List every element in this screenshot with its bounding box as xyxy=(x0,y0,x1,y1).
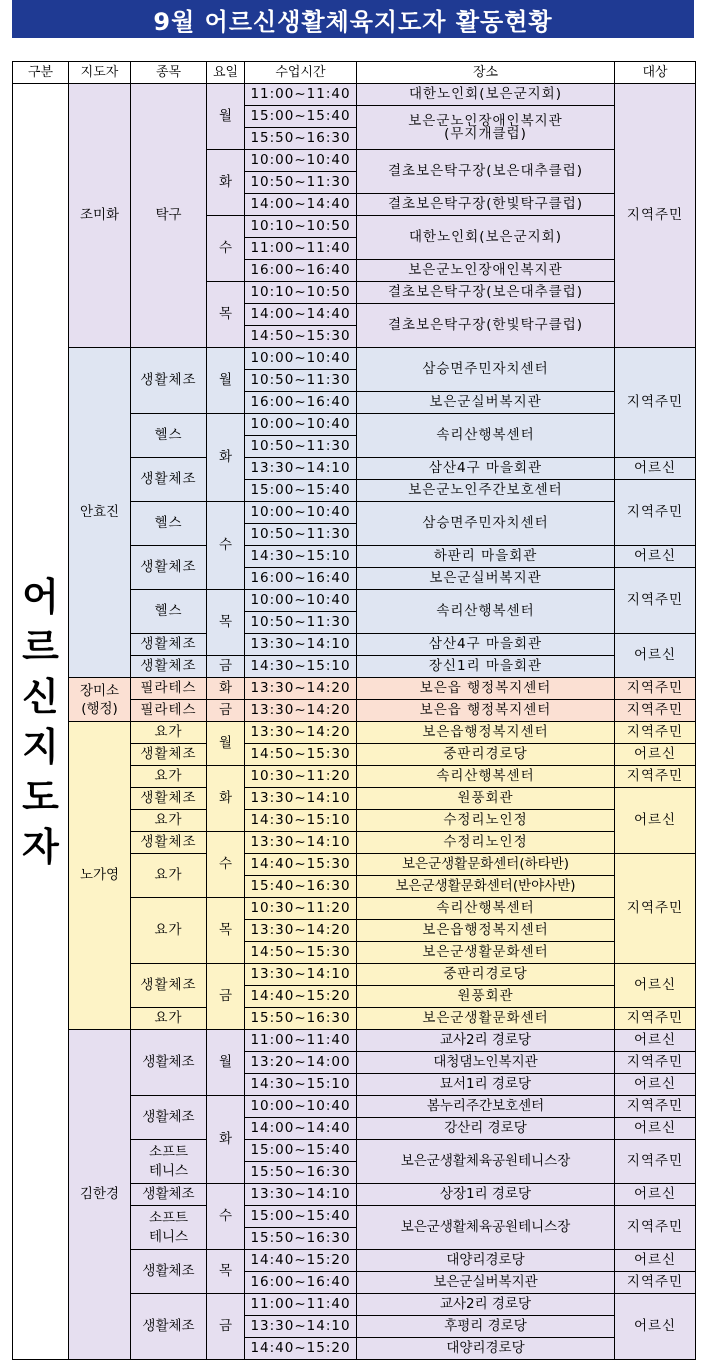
target-cell: 어르신 xyxy=(615,744,696,766)
place-cell: 보은읍행정복지센터 xyxy=(357,920,615,942)
time-cell: 16:00~16:40 xyxy=(245,568,357,590)
day-cell: 금 xyxy=(207,1294,245,1360)
place-cell: 원풍회관 xyxy=(357,986,615,1008)
place-cell: 보은군실버복지관 xyxy=(357,568,615,590)
time-cell: 10:50~11:30 xyxy=(245,370,357,392)
target-cell: 지역주민 xyxy=(615,678,696,700)
place-cell: 대한노인회(보은군지회) xyxy=(357,216,615,260)
place-cell: 상장1리 경로당 xyxy=(357,1184,615,1206)
time-cell: 10:50~11:30 xyxy=(245,612,357,634)
time-cell: 10:30~11:20 xyxy=(245,766,357,788)
sport-cell: 생활체조 xyxy=(131,1096,207,1140)
instructor-cell: 안효진 xyxy=(69,348,131,678)
place-cell: 보은군생활체육공원테니스장 xyxy=(357,1140,615,1184)
table-row xyxy=(13,678,696,700)
place-cell: 대양리경로당 xyxy=(357,1338,615,1360)
day-cell: 월 xyxy=(207,722,245,766)
sport-cell: 생활체조 xyxy=(131,1184,207,1206)
place-cell: 수정리노인정 xyxy=(357,810,615,832)
place-cell: 삼승면주민자치센터 xyxy=(357,348,615,392)
sport-cell: 헬스 xyxy=(131,590,207,634)
col-header-time: 수업시간 xyxy=(245,62,357,84)
activity-table-container xyxy=(12,61,696,1360)
sport-cell: 요가 xyxy=(131,854,207,898)
time-cell: 11:00~11:40 xyxy=(245,1294,357,1316)
place-cell: 대청댐노인복지관 xyxy=(357,1052,615,1074)
place-cell: 보은군생활문화센터 xyxy=(357,942,615,964)
day-cell: 목 xyxy=(207,1250,245,1294)
time-cell: 13:30~14:10 xyxy=(245,964,357,986)
time-cell: 10:00~10:40 xyxy=(245,502,357,524)
sport-cell: 생활체조 xyxy=(131,656,207,678)
sport-cell: 생활체조 xyxy=(131,1294,207,1360)
sport-cell: 요가 xyxy=(131,1008,207,1030)
time-cell: 13:30~14:10 xyxy=(245,788,357,810)
activity-table xyxy=(12,61,696,1360)
day-cell: 목 xyxy=(207,590,245,656)
target-cell: 지역주민 xyxy=(615,480,696,546)
day-cell: 목 xyxy=(207,898,245,964)
day-cell: 화 xyxy=(207,678,245,700)
target-cell: 지역주민 xyxy=(615,568,696,634)
place-cell: 삼승면주민자치센터 xyxy=(357,502,615,546)
time-cell: 15:50~16:30 xyxy=(245,128,357,150)
target-cell: 어르신 xyxy=(615,1118,696,1140)
sport-cell: 생활체조 xyxy=(131,348,207,414)
time-cell: 16:00~16:40 xyxy=(245,1272,357,1294)
place-cell: 보은군생활문화센터(반야사반) xyxy=(357,876,615,898)
sport-cell: 생활체조 xyxy=(131,744,207,766)
time-cell: 10:50~11:30 xyxy=(245,524,357,546)
col-header-day: 요일 xyxy=(207,62,245,84)
day-cell: 월 xyxy=(207,348,245,414)
target-cell: 어르신 xyxy=(615,1030,696,1052)
time-cell: 13:20~14:00 xyxy=(245,1052,357,1074)
sport-cell: 헬스 xyxy=(131,502,207,546)
time-cell: 15:50~16:30 xyxy=(245,1162,357,1184)
place-cell: 보은군실버복지관 xyxy=(357,1272,615,1294)
target-cell: 지역주민 xyxy=(615,854,696,964)
place-cell: 삼산4구 마을회관 xyxy=(357,634,615,656)
time-cell: 16:00~16:40 xyxy=(245,260,357,282)
time-cell: 10:10~10:50 xyxy=(245,282,357,304)
time-cell: 15:00~15:40 xyxy=(245,1140,357,1162)
time-cell: 13:30~14:10 xyxy=(245,458,357,480)
target-cell: 지역주민 xyxy=(615,1140,696,1184)
time-cell: 14:50~15:30 xyxy=(245,326,357,348)
place-cell: 수정리노인정 xyxy=(357,832,615,854)
col-header-place: 장소 xyxy=(357,62,615,84)
target-cell: 지역주민 xyxy=(615,1206,696,1250)
sport-cell: 탁구 xyxy=(131,84,207,348)
sport-cell: 소프트 테니스 xyxy=(131,1206,207,1250)
time-cell: 11:00~11:40 xyxy=(245,1030,357,1052)
target-cell: 지역주민 xyxy=(615,722,696,744)
sport-cell: 필라테스 xyxy=(131,700,207,722)
time-cell: 13:30~14:10 xyxy=(245,1316,357,1338)
col-header-category: 구분 xyxy=(13,62,69,84)
sport-cell: 요가 xyxy=(131,898,207,964)
sport-cell: 헬스 xyxy=(131,414,207,458)
place-cell: 결초보은탁구장(보은대추클럽) xyxy=(357,150,615,194)
target-cell: 어르신 xyxy=(615,634,696,678)
time-cell: 14:40~15:20 xyxy=(245,1250,357,1272)
target-cell: 지역주민 xyxy=(615,700,696,722)
target-cell: 어르신 xyxy=(615,1250,696,1272)
place-cell: 중판리경로당 xyxy=(357,744,615,766)
target-cell: 어르신 xyxy=(615,964,696,1008)
time-cell: 14:00~14:40 xyxy=(245,194,357,216)
time-cell: 10:50~11:30 xyxy=(245,172,357,194)
time-cell: 14:00~14:40 xyxy=(245,304,357,326)
sport-cell: 생활체조 xyxy=(131,546,207,590)
place-cell: 보은군생활문화센터(하타반) xyxy=(357,854,615,876)
time-cell: 10:00~10:40 xyxy=(245,150,357,172)
time-cell: 11:00~11:40 xyxy=(245,84,357,106)
header-row xyxy=(13,62,696,84)
place-cell: 후평리 경로당 xyxy=(357,1316,615,1338)
place-cell: 보은군노인장애인복지관 xyxy=(357,260,615,282)
place-cell: 교사2리 경로당 xyxy=(357,1294,615,1316)
place-cell: 원풍회관 xyxy=(357,788,615,810)
place-cell: 속리산행복센터 xyxy=(357,766,615,788)
target-cell: 지역주민 xyxy=(615,766,696,788)
time-cell: 10:10~10:50 xyxy=(245,216,357,238)
sport-cell: 생활체조 xyxy=(131,1030,207,1096)
time-cell: 14:30~15:10 xyxy=(245,1074,357,1096)
time-cell: 13:30~14:10 xyxy=(245,1184,357,1206)
place-cell: 보은군실버복지관 xyxy=(357,392,615,414)
place-cell: 속리산행복센터 xyxy=(357,414,615,458)
time-cell: 14:40~15:20 xyxy=(245,986,357,1008)
sport-cell: 소프트 테니스 xyxy=(131,1140,207,1184)
time-cell: 14:40~15:20 xyxy=(245,1338,357,1360)
time-cell: 15:40~16:30 xyxy=(245,876,357,898)
time-cell: 10:00~10:40 xyxy=(245,414,357,436)
day-cell: 수 xyxy=(207,216,245,282)
target-cell: 지역주민 xyxy=(615,1272,696,1294)
time-cell: 15:50~16:30 xyxy=(245,1008,357,1030)
page-title: 9월 어르신생활체육지도자 활동현황 xyxy=(12,0,694,38)
time-cell: 10:00~10:40 xyxy=(245,590,357,612)
table-row xyxy=(13,84,696,106)
time-cell: 10:00~10:40 xyxy=(245,348,357,370)
time-cell: 10:30~11:20 xyxy=(245,898,357,920)
target-cell: 지역주민 xyxy=(615,348,696,458)
target-cell: 어르신 xyxy=(615,458,696,480)
place-cell: 강산리 경로당 xyxy=(357,1118,615,1140)
time-cell: 13:30~14:20 xyxy=(245,722,357,744)
place-cell: 대양리경로당 xyxy=(357,1250,615,1272)
place-cell: 장신1리 마을회관 xyxy=(357,656,615,678)
day-cell: 화 xyxy=(207,766,245,832)
place-cell: 보은군노인주간보호센터 xyxy=(357,480,615,502)
time-cell: 15:00~15:40 xyxy=(245,106,357,128)
place-cell: 보은군노인장애인복지관 (무지개클럽) xyxy=(357,106,615,150)
place-cell: 보은군생활체육공원테니스장 xyxy=(357,1206,615,1250)
place-cell: 결초보은탁구장(보은대추클럽) xyxy=(357,282,615,304)
time-cell: 14:30~15:10 xyxy=(245,656,357,678)
table-row xyxy=(13,348,696,370)
sport-cell: 생활체조 xyxy=(131,634,207,656)
day-cell: 화 xyxy=(207,150,245,216)
time-cell: 13:30~14:20 xyxy=(245,920,357,942)
day-cell: 목 xyxy=(207,282,245,348)
target-cell: 지역주민 xyxy=(615,84,696,348)
sport-cell: 필라테스 xyxy=(131,678,207,700)
sport-cell: 요가 xyxy=(131,810,207,832)
day-cell: 수 xyxy=(207,832,245,898)
sport-cell: 생활체조 xyxy=(131,832,207,854)
place-cell: 속리산행복센터 xyxy=(357,898,615,920)
day-cell: 화 xyxy=(207,414,245,502)
day-cell: 수 xyxy=(207,502,245,590)
time-cell: 14:30~15:10 xyxy=(245,810,357,832)
place-cell: 보은군생활문화센터 xyxy=(357,1008,615,1030)
day-cell: 금 xyxy=(207,964,245,1030)
time-cell: 13:30~14:10 xyxy=(245,832,357,854)
target-cell: 어르신 xyxy=(615,1074,696,1096)
place-cell: 교사2리 경로당 xyxy=(357,1030,615,1052)
time-cell: 11:00~11:40 xyxy=(245,238,357,260)
time-cell: 10:50~11:30 xyxy=(245,436,357,458)
place-cell: 삼산4구 마을회관 xyxy=(357,458,615,480)
instructor-cell: 김한경 xyxy=(69,1030,131,1360)
target-cell: 어르신 xyxy=(615,546,696,568)
place-cell: 묘서1리 경로당 xyxy=(357,1074,615,1096)
target-cell: 어르신 xyxy=(615,1184,696,1206)
day-cell: 수 xyxy=(207,1184,245,1250)
target-cell: 어르신 xyxy=(615,1294,696,1360)
time-cell: 14:00~14:40 xyxy=(245,1118,357,1140)
place-cell: 결초보은탁구장(한빛탁구클럽) xyxy=(357,304,615,348)
sport-cell: 요가 xyxy=(131,722,207,744)
day-cell: 월 xyxy=(207,1030,245,1096)
category-cell: 어르신지도자 xyxy=(13,84,69,1360)
time-cell: 13:30~14:10 xyxy=(245,634,357,656)
time-cell: 15:00~15:40 xyxy=(245,1206,357,1228)
col-header-instructor: 지도자 xyxy=(69,62,131,84)
place-cell: 대한노인회(보은군지회) xyxy=(357,84,615,106)
place-cell: 하판리 마을회관 xyxy=(357,546,615,568)
time-cell: 15:50~16:30 xyxy=(245,1228,357,1250)
time-cell: 13:30~14:20 xyxy=(245,678,357,700)
sport-cell: 생활체조 xyxy=(131,788,207,810)
target-cell: 지역주민 xyxy=(615,1008,696,1030)
time-cell: 14:40~15:30 xyxy=(245,854,357,876)
sport-cell: 생활체조 xyxy=(131,458,207,502)
instructor-cell: 조미화 xyxy=(69,84,131,348)
place-cell: 보은읍 행정복지센터 xyxy=(357,678,615,700)
target-cell: 어르신 xyxy=(615,788,696,854)
place-cell: 중판리경로당 xyxy=(357,964,615,986)
place-cell: 결초보은탁구장(한빛탁구클럽) xyxy=(357,194,615,216)
day-cell: 금 xyxy=(207,700,245,722)
place-cell: 봄누리주간보호센터 xyxy=(357,1096,615,1118)
col-header-sport: 종목 xyxy=(131,62,207,84)
day-cell: 월 xyxy=(207,84,245,150)
time-cell: 10:00~10:40 xyxy=(245,1096,357,1118)
place-cell: 속리산행복센터 xyxy=(357,590,615,634)
place-cell: 보은읍 행정복지센터 xyxy=(357,700,615,722)
table-row xyxy=(13,1030,696,1052)
time-cell: 14:50~15:30 xyxy=(245,942,357,964)
day-cell: 금 xyxy=(207,656,245,678)
table-row xyxy=(13,722,696,744)
target-cell: 지역주민 xyxy=(615,1096,696,1118)
instructor-cell: 노가영 xyxy=(69,722,131,1030)
sport-cell: 요가 xyxy=(131,766,207,788)
day-cell: 화 xyxy=(207,1096,245,1184)
target-cell: 지역주민 xyxy=(615,1052,696,1074)
sport-cell: 생활체조 xyxy=(131,964,207,1008)
time-cell: 14:50~15:30 xyxy=(245,744,357,766)
time-cell: 15:00~15:40 xyxy=(245,480,357,502)
time-cell: 13:30~14:20 xyxy=(245,700,357,722)
time-cell: 16:00~16:40 xyxy=(245,392,357,414)
instructor-cell: 장미소 (행정) xyxy=(69,678,131,722)
time-cell: 14:30~15:10 xyxy=(245,546,357,568)
sport-cell: 생활체조 xyxy=(131,1250,207,1294)
col-header-target: 대상 xyxy=(615,62,696,84)
place-cell: 보은읍행정복지센터 xyxy=(357,722,615,744)
